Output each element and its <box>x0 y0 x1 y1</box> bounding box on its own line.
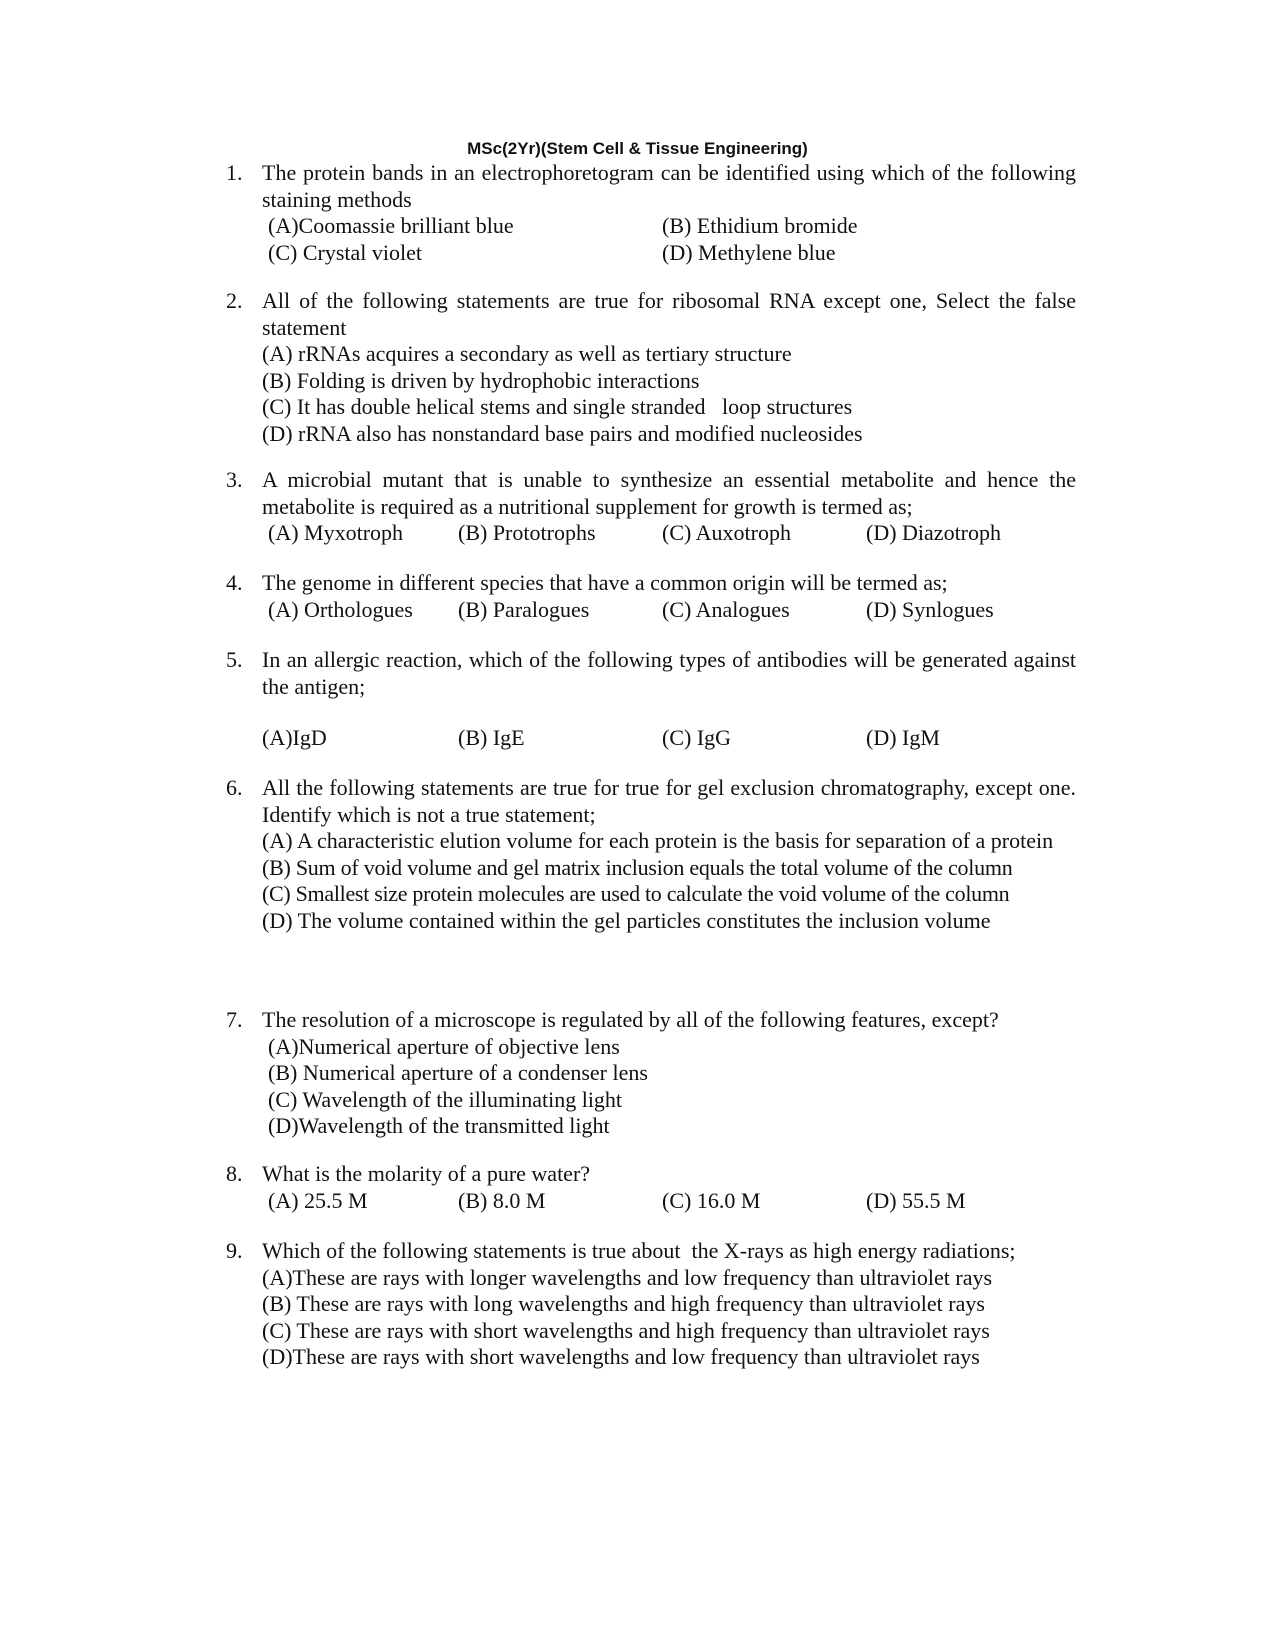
option-c: (C) Crystal violet <box>268 239 422 265</box>
question-number: 6. <box>226 775 243 800</box>
question-6 <box>226 775 1076 934</box>
option-c: (C) These are rays with short wavelengths and high frequency than ultraviolet rays <box>262 1317 990 1343</box>
option-a: (A) rRNAs acquires a secondary as well as tertiary structure <box>262 341 792 366</box>
option-d: (D) 55.5 M <box>866 1187 966 1213</box>
option-d: (D) rRNA also has nonstandard base pairs and modified nucleosides <box>262 420 863 446</box>
option-c: (C) IgG <box>662 725 732 750</box>
option-c: (C) Smallest size protein molecules are used to calculate the void volume of the column <box>262 881 1010 906</box>
question-3 <box>226 467 1076 547</box>
option-a: (A) Orthologues <box>268 596 413 622</box>
question-text: The protein bands in an electrophoretogram can be identified using which of the following staining methods <box>262 160 1076 212</box>
option-d: (D)Wavelength of the transmitted light <box>268 1113 610 1138</box>
option-b: (B) Folding is driven by hydrophobic interactions <box>262 367 700 393</box>
question-number: 8. <box>226 1161 243 1186</box>
question-number: 2. <box>226 288 243 313</box>
option-a: (A) Myxotroph <box>268 520 404 545</box>
option-d: (D) The volume contained within the gel particles constitutes the inclusion volume <box>262 907 991 933</box>
option-a: (A) 25.5 M <box>268 1187 368 1213</box>
option-b: (B) Prototrophs <box>458 520 596 545</box>
option-c: (C) Analogues <box>662 596 790 622</box>
option-row <box>226 520 1076 547</box>
option-b: (B) IgE <box>458 725 525 750</box>
option-b: (B) Sum of void volume and gel matrix inclusion equals the total volume of the column <box>262 854 1013 880</box>
question-1 <box>226 160 1076 266</box>
option-c: (C) Auxotroph <box>662 520 791 545</box>
option-row <box>226 725 1076 752</box>
question-text: Which of the following statements is true about the X-rays as high energy radiations; <box>262 1238 1016 1263</box>
option-d: (D) Diazotroph <box>866 520 1002 545</box>
question-text: All of the following statements are true for ribosomal RNA except one, Select the false statement <box>262 288 1076 340</box>
question-7 <box>226 1007 1076 1140</box>
option-row <box>226 240 1076 267</box>
question-text: The resolution of a microscope is regulated by all of the following features, except? <box>262 1007 999 1032</box>
option-a: (A)Coomassie brilliant blue <box>268 213 514 238</box>
question-number: 5. <box>226 647 243 672</box>
question-text: What is the molarity of a pure water? <box>262 1161 591 1186</box>
option-b: (B) Ethidium bromide <box>662 213 858 238</box>
question-4 <box>226 570 1076 623</box>
option-b: (B) Paralogues <box>458 596 590 622</box>
option-d: (D) IgM <box>866 725 940 750</box>
option-a: (A)These are rays with longer wavelengths and low frequency than ultraviolet rays <box>262 1264 993 1290</box>
option-a: (A)Numerical aperture of objective lens <box>268 1033 620 1059</box>
question-number: 3. <box>226 467 243 492</box>
option-b: (B) 8.0 M <box>458 1187 546 1213</box>
option-a: (A) A characteristic elution volume for each protein is the basis for separation of a protein <box>262 828 1054 853</box>
option-row <box>226 1188 1076 1215</box>
option-c: (C) Wavelength of the illuminating light <box>268 1086 623 1112</box>
option-a: (A)IgD <box>262 725 327 750</box>
option-row <box>226 213 1076 240</box>
option-d: (D) Methylene blue <box>662 239 836 265</box>
question-text: A microbial mutant that is unable to synthesize an essential metabolite and hence the metabolite is required as a nutritional supplement for growth is termed as; <box>262 467 1076 519</box>
option-row <box>226 597 1076 624</box>
question-number: 9. <box>226 1238 243 1263</box>
question-number: 7. <box>226 1007 243 1032</box>
question-text: The genome in different species that have a common origin will be termed as; <box>262 570 948 595</box>
question-text: In an allergic reaction, which of the following types of antibodies will be generated against the antigen; <box>262 647 1076 699</box>
question-5 <box>226 647 1076 752</box>
page-title: MSc(2Yr)(Stem Cell & Tissue Engineering) <box>467 139 808 158</box>
question-text: All the following statements are true for true for gel exclusion chromatography, except one. Identify which is not a true statement; <box>262 775 1076 827</box>
option-b: (B) These are rays with long wavelengths and high frequency than ultraviolet rays <box>262 1291 985 1316</box>
question-number: 4. <box>226 570 243 595</box>
question-9 <box>226 1238 1076 1371</box>
question-number: 1. <box>226 160 243 185</box>
option-c: (C) 16.0 M <box>662 1187 761 1213</box>
question-2 <box>226 288 1076 447</box>
option-d: (D) Synlogues <box>866 596 994 622</box>
option-d: (D)These are rays with short wavelengths and low frequency than ultraviolet rays <box>262 1344 980 1369</box>
option-c: (C) It has double helical stems and single stranded loop structures <box>262 394 853 419</box>
option-b: (B) Numerical aperture of a condenser lens <box>268 1060 648 1085</box>
question-8 <box>226 1161 1076 1214</box>
